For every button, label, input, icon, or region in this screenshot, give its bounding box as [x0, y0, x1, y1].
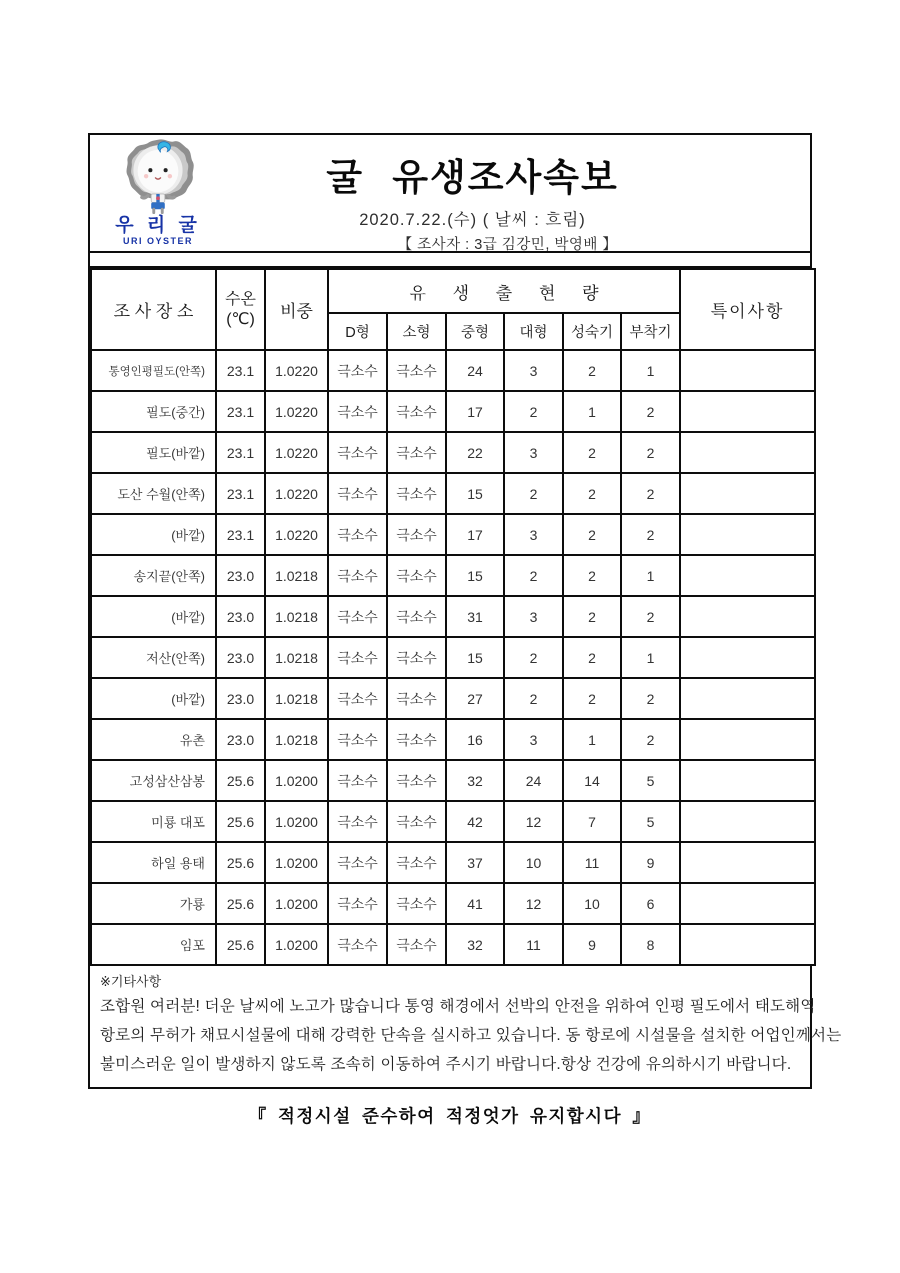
cell-stage-large: 2	[504, 555, 563, 596]
cell-stage-attach: 2	[621, 473, 680, 514]
cell-temperature: 23.1	[216, 391, 265, 432]
col-header-location: 조 사 장 소	[91, 269, 216, 350]
uri-oyster-logo	[98, 138, 218, 248]
col-header-stage-mature: 성숙기	[563, 313, 621, 350]
cell-stage-large: 2	[504, 637, 563, 678]
cell-location: 임포	[91, 924, 216, 965]
cell-temperature: 23.1	[216, 350, 265, 391]
cell-stage-small: 극소수	[387, 637, 446, 678]
cell-stage-large: 3	[504, 514, 563, 555]
cell-stage-mature: 9	[563, 924, 621, 965]
cell-gravity: 1.0200	[265, 760, 328, 801]
table-row	[91, 473, 815, 514]
cell-stage-attach: 2	[621, 596, 680, 637]
cell-stage-attach: 5	[621, 801, 680, 842]
cell-location: (바깥)	[91, 596, 216, 637]
cell-temperature: 23.0	[216, 555, 265, 596]
cell-gravity: 1.0218	[265, 678, 328, 719]
cell-gravity: 1.0220	[265, 391, 328, 432]
cell-location: 필도(중간)	[91, 391, 216, 432]
cell-notes	[680, 842, 815, 883]
cell-stage-attach: 1	[621, 555, 680, 596]
cell-stage-mid: 22	[446, 432, 504, 473]
cell-stage-small: 극소수	[387, 473, 446, 514]
cell-gravity: 1.0218	[265, 637, 328, 678]
col-header-stage-d: D형	[328, 313, 387, 350]
cell-gravity: 1.0218	[265, 719, 328, 760]
cell-stage-large: 3	[504, 719, 563, 760]
cell-stage-attach: 2	[621, 678, 680, 719]
cell-stage-large: 10	[504, 842, 563, 883]
cell-stage-large: 11	[504, 924, 563, 965]
logo-english-name: URI OYSTER	[122, 236, 193, 246]
cell-stage-d: 극소수	[328, 391, 387, 432]
cell-stage-mature: 1	[563, 391, 621, 432]
cell-stage-mid: 15	[446, 555, 504, 596]
etc-text-line: 조합원 여러분! 더운 날씨에 노고가 많습니다 통영 해경에서 선박의 안전을 위하여 인평 필도에서 태도해역	[100, 998, 816, 1015]
table-row	[91, 883, 815, 924]
cell-stage-mid: 17	[446, 514, 504, 555]
oyster-mascot-icon	[115, 138, 201, 216]
cell-stage-attach: 9	[621, 842, 680, 883]
cell-notes	[680, 719, 815, 760]
cell-stage-d: 극소수	[328, 432, 387, 473]
cell-notes	[680, 883, 815, 924]
cell-notes	[680, 473, 815, 514]
table-row	[91, 432, 815, 473]
cell-stage-mid: 41	[446, 883, 504, 924]
cell-stage-mid: 16	[446, 719, 504, 760]
cell-temperature: 23.0	[216, 596, 265, 637]
cell-temperature: 25.6	[216, 924, 265, 965]
cell-stage-small: 극소수	[387, 350, 446, 391]
cell-stage-mid: 17	[446, 391, 504, 432]
cell-location: 필도(바깥)	[91, 432, 216, 473]
cell-stage-small: 극소수	[387, 842, 446, 883]
cell-stage-mid: 32	[446, 760, 504, 801]
cell-notes	[680, 596, 815, 637]
cell-stage-attach: 8	[621, 924, 680, 965]
cell-stage-large: 3	[504, 350, 563, 391]
cell-stage-attach: 1	[621, 350, 680, 391]
larvae-table-body	[91, 350, 815, 965]
cell-stage-large: 3	[504, 432, 563, 473]
cell-stage-small: 극소수	[387, 719, 446, 760]
col-header-stage-attach: 부착기	[621, 313, 680, 350]
cell-temperature: 23.1	[216, 473, 265, 514]
header-table-spacer	[90, 253, 810, 268]
cell-notes	[680, 924, 815, 965]
cell-notes	[680, 678, 815, 719]
cell-stage-mid: 31	[446, 596, 504, 637]
cell-location: (바깥)	[91, 678, 216, 719]
cell-stage-small: 극소수	[387, 760, 446, 801]
cell-stage-d: 극소수	[328, 637, 387, 678]
cell-temperature: 23.0	[216, 678, 265, 719]
cell-stage-mature: 2	[563, 637, 621, 678]
cell-gravity: 1.0220	[265, 350, 328, 391]
cell-location: 통영인평필도(안쪽)	[91, 350, 216, 391]
table-row	[91, 760, 815, 801]
cell-stage-mid: 42	[446, 801, 504, 842]
cell-stage-d: 극소수	[328, 596, 387, 637]
cell-gravity: 1.0200	[265, 842, 328, 883]
cell-stage-large: 2	[504, 473, 563, 514]
cell-location: 하일 용태	[91, 842, 216, 883]
cell-stage-large: 2	[504, 391, 563, 432]
cell-stage-d: 극소수	[328, 760, 387, 801]
table-row	[91, 924, 815, 965]
report-date-weather: 2020.7.22.(수) ( 날씨 : 흐림)	[359, 211, 586, 229]
cell-stage-d: 극소수	[328, 801, 387, 842]
cell-stage-small: 극소수	[387, 514, 446, 555]
cell-stage-large: 24	[504, 760, 563, 801]
cell-gravity: 1.0218	[265, 555, 328, 596]
cell-temperature: 23.1	[216, 514, 265, 555]
table-row	[91, 350, 815, 391]
cell-location: 도산 수월(안쪽)	[91, 473, 216, 514]
etc-text-line: 불미스러운 일이 발생하지 않도록 조속히 이동하여 주시기 바랍니다.항상 건강에 유의하시기 바랍니다.	[100, 1056, 792, 1073]
cell-stage-small: 극소수	[387, 924, 446, 965]
cell-temperature: 25.6	[216, 842, 265, 883]
col-header-stage-small: 소형	[387, 313, 446, 350]
cell-temperature: 25.6	[216, 883, 265, 924]
cell-stage-d: 극소수	[328, 350, 387, 391]
report-surveyors: 【 조사자 : 3급 김강민, 박영배 】	[397, 237, 618, 253]
table-row	[91, 555, 815, 596]
cell-temperature: 25.6	[216, 760, 265, 801]
table-row	[91, 514, 815, 555]
report-frame	[88, 133, 842, 1089]
cell-stage-attach: 6	[621, 883, 680, 924]
cell-stage-small: 극소수	[387, 555, 446, 596]
cell-location: 가룡	[91, 883, 216, 924]
cell-stage-mid: 27	[446, 678, 504, 719]
cell-location: (바깥)	[91, 514, 216, 555]
cell-notes	[680, 514, 815, 555]
cell-notes	[680, 350, 815, 391]
col-header-temperature	[216, 269, 265, 350]
cell-stage-d: 극소수	[328, 514, 387, 555]
cell-stage-attach: 2	[621, 432, 680, 473]
cell-location: 송지끝(안쪽)	[91, 555, 216, 596]
report-title: 굴 유생조사속보	[326, 157, 619, 198]
cell-stage-mid: 32	[446, 924, 504, 965]
cell-stage-attach: 2	[621, 391, 680, 432]
cell-stage-d: 극소수	[328, 883, 387, 924]
footer-slogan: 『 적정시설 준수하여 적정엇가 유지합시다 』	[248, 1106, 652, 1126]
cell-stage-attach: 2	[621, 514, 680, 555]
cell-stage-mature: 2	[563, 596, 621, 637]
cell-notes	[680, 555, 815, 596]
cell-notes	[680, 801, 815, 842]
cell-stage-small: 극소수	[387, 432, 446, 473]
cell-stage-d: 극소수	[328, 719, 387, 760]
cell-notes	[680, 760, 815, 801]
table-row	[91, 801, 815, 842]
table-row	[91, 596, 815, 637]
cell-stage-mature: 2	[563, 678, 621, 719]
cell-stage-attach: 2	[621, 719, 680, 760]
table-row	[91, 678, 815, 719]
table-row	[91, 719, 815, 760]
col-header-stage-large: 대형	[504, 313, 563, 350]
cell-stage-large: 12	[504, 801, 563, 842]
cell-gravity: 1.0218	[265, 596, 328, 637]
cell-stage-mature: 2	[563, 555, 621, 596]
cell-notes	[680, 637, 815, 678]
logo-korean-name: 우 리 굴	[115, 215, 201, 236]
cell-stage-large: 3	[504, 596, 563, 637]
cell-gravity: 1.0220	[265, 432, 328, 473]
cell-location: 유촌	[91, 719, 216, 760]
cell-location: 미룡 대포	[91, 801, 216, 842]
etc-text-line: 항로의 무허가 채묘시설물에 대해 강력한 단속을 실시하고 있습니다. 동 항로에 시설물을 설치한 어업인께서는	[100, 1027, 842, 1044]
cell-stage-small: 극소수	[387, 678, 446, 719]
col-header-stage-mid: 중형	[446, 313, 504, 350]
cell-stage-large: 2	[504, 678, 563, 719]
cell-stage-mature: 14	[563, 760, 621, 801]
cell-stage-mid: 24	[446, 350, 504, 391]
cell-gravity: 1.0220	[265, 514, 328, 555]
cell-stage-small: 극소수	[387, 801, 446, 842]
report-document	[88, 133, 842, 1128]
cell-gravity: 1.0200	[265, 801, 328, 842]
cell-stage-mid: 15	[446, 637, 504, 678]
cell-stage-mature: 2	[563, 473, 621, 514]
cell-stage-mature: 1	[563, 719, 621, 760]
col-header-temperature-line2: (℃)	[226, 310, 255, 328]
col-header-temperature-line1: 수온	[225, 290, 256, 308]
report-header	[90, 135, 810, 253]
cell-stage-small: 극소수	[387, 883, 446, 924]
cell-gravity: 1.0200	[265, 883, 328, 924]
cell-stage-attach: 1	[621, 637, 680, 678]
cell-stage-d: 극소수	[328, 678, 387, 719]
cell-stage-mature: 10	[563, 883, 621, 924]
table-row	[91, 391, 815, 432]
col-header-larvae-group: 유 생 출 현 량	[328, 269, 680, 313]
table-row	[91, 842, 815, 883]
cell-stage-d: 극소수	[328, 842, 387, 883]
cell-temperature: 23.1	[216, 432, 265, 473]
col-header-notes: 특이사항	[680, 269, 815, 350]
cell-stage-mid: 15	[446, 473, 504, 514]
cell-stage-d: 극소수	[328, 924, 387, 965]
cell-notes	[680, 391, 815, 432]
cell-stage-mature: 2	[563, 432, 621, 473]
cell-stage-mid: 37	[446, 842, 504, 883]
table-row	[91, 637, 815, 678]
cell-stage-mature: 11	[563, 842, 621, 883]
cell-stage-d: 극소수	[328, 473, 387, 514]
col-header-gravity: 비중	[265, 269, 328, 350]
cell-temperature: 23.0	[216, 719, 265, 760]
cell-temperature: 23.0	[216, 637, 265, 678]
table-header	[91, 269, 815, 350]
cell-stage-small: 극소수	[387, 391, 446, 432]
cell-stage-mature: 7	[563, 801, 621, 842]
cell-location: 고성삼산삼봉	[91, 760, 216, 801]
cell-gravity: 1.0220	[265, 473, 328, 514]
etc-section	[90, 966, 842, 1087]
cell-stage-d: 극소수	[328, 555, 387, 596]
cell-stage-small: 극소수	[387, 596, 446, 637]
cell-notes	[680, 432, 815, 473]
cell-stage-mature: 2	[563, 350, 621, 391]
cell-location: 저산(안쪽)	[91, 637, 216, 678]
cell-gravity: 1.0200	[265, 924, 328, 965]
cell-stage-mature: 2	[563, 514, 621, 555]
cell-stage-attach: 5	[621, 760, 680, 801]
cell-stage-large: 12	[504, 883, 563, 924]
etc-section-label: ※기타사항	[100, 974, 162, 989]
larvae-survey-table	[90, 268, 816, 966]
cell-temperature: 25.6	[216, 801, 265, 842]
